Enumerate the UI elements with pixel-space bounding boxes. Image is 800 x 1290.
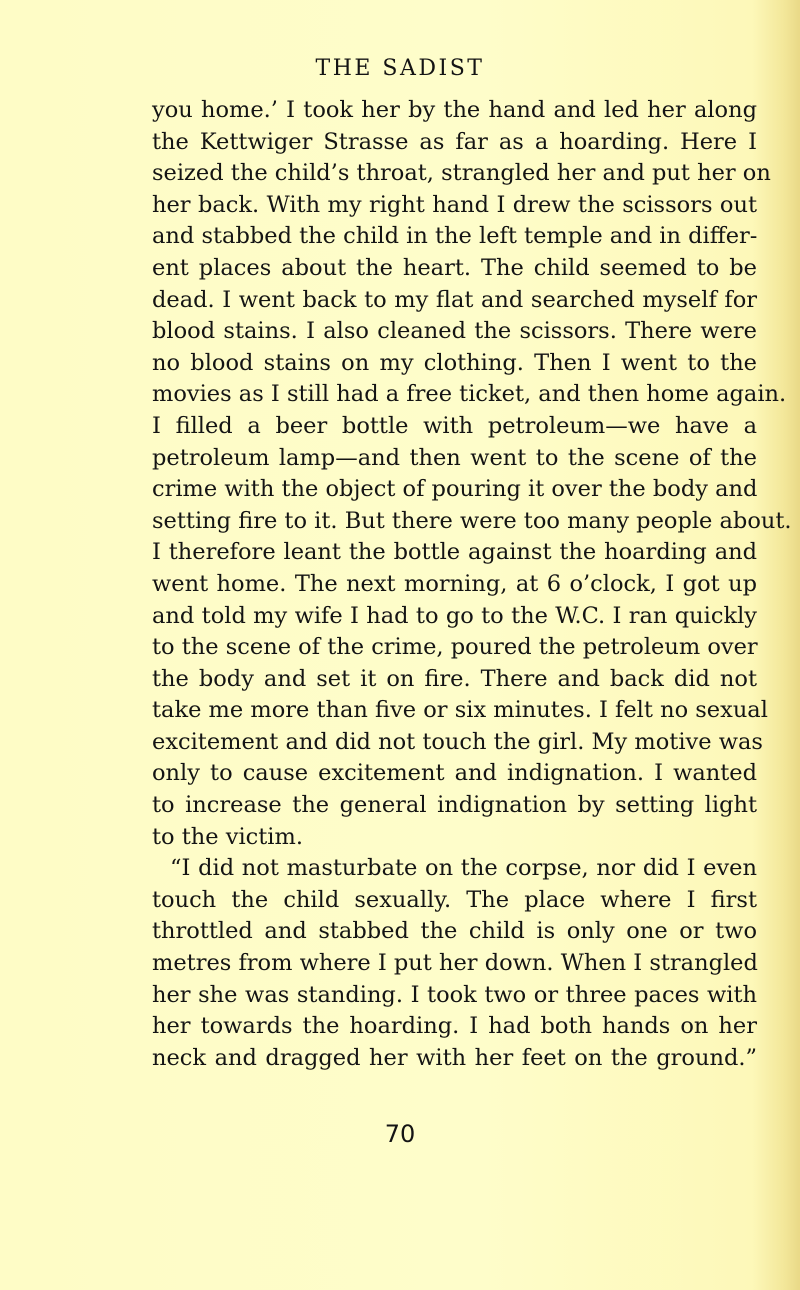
- text-line: petroleum lamp—and then went to the scene of the: [152, 444, 757, 471]
- text-line: dead. I went back to my flat and searched myself for: [152, 286, 757, 313]
- text-line: the Kettwiger Strasse as far as a hoarding. Here I: [152, 128, 757, 155]
- text-line: you home.’ I took her by the hand and led her along: [152, 97, 757, 123]
- text-line: went home. The next morning, at 6 o’clock, I got up: [152, 570, 757, 597]
- text-line: blood stains. I also cleaned the scissors. There were: [152, 318, 757, 345]
- text-line: and stabbed the child in the left temple and in differ-: [152, 223, 758, 250]
- running-head: THE SADIST: [315, 56, 485, 81]
- text-line: and told my wife I had to go to the W.C. I ran quickly: [152, 602, 757, 629]
- page-number: 70: [384, 1120, 416, 1148]
- text-line: I filled a beer bottle with petroleum—we have a: [152, 412, 757, 439]
- text-line: her back. With my right hand I drew the scissors out: [152, 191, 757, 218]
- text-line: to the scene of the crime, poured the petroleum over: [152, 634, 758, 661]
- text-line: I therefore leant the bottle against the hoarding and: [152, 539, 757, 566]
- text-line: no blood stains on my clothing. Then I went to the: [152, 349, 757, 376]
- text-line: ent places about the heart. The child seemed to be: [152, 254, 757, 281]
- text-line: crime with the object of pouring it over the body and: [152, 476, 758, 503]
- text-line: setting fire to it. But there were too many people about.: [152, 507, 792, 534]
- paragraph-end-line: to the victim.: [152, 823, 303, 850]
- text-line: touch the child sexually. The place where I first: [152, 886, 757, 913]
- text-line: only to cause excitement and indignation. I wanted: [152, 760, 757, 787]
- text-line: seized the child’s throat, strangled her and put her on: [152, 160, 771, 187]
- text-line: throttled and stabbed the child is only one or two: [152, 918, 757, 945]
- text-line: the body and set it on fire. There and back did not: [152, 665, 757, 692]
- text-line: her she was standing. I took two or three paces with: [152, 981, 757, 1008]
- text-line: movies as I still had a free ticket, and then home again.: [152, 381, 787, 408]
- text-line: take me more than five or six minutes. I felt no sexual: [152, 697, 768, 724]
- body-text: [152, 95, 792, 1074]
- paragraph-start-line: “I did not masturbate on the corpse, nor did I even: [170, 855, 757, 882]
- text-line: her towards the hoarding. I had both hands on her: [152, 1013, 757, 1040]
- text-line: to increase the general indignation by setting light: [152, 792, 757, 819]
- text-line: neck and dragged her with her feet on the ground.”: [152, 1044, 757, 1071]
- text-line: metres from where I put her down. When I strangled: [152, 950, 758, 977]
- text-line: excitement and did not touch the girl. My motive was: [152, 728, 763, 755]
